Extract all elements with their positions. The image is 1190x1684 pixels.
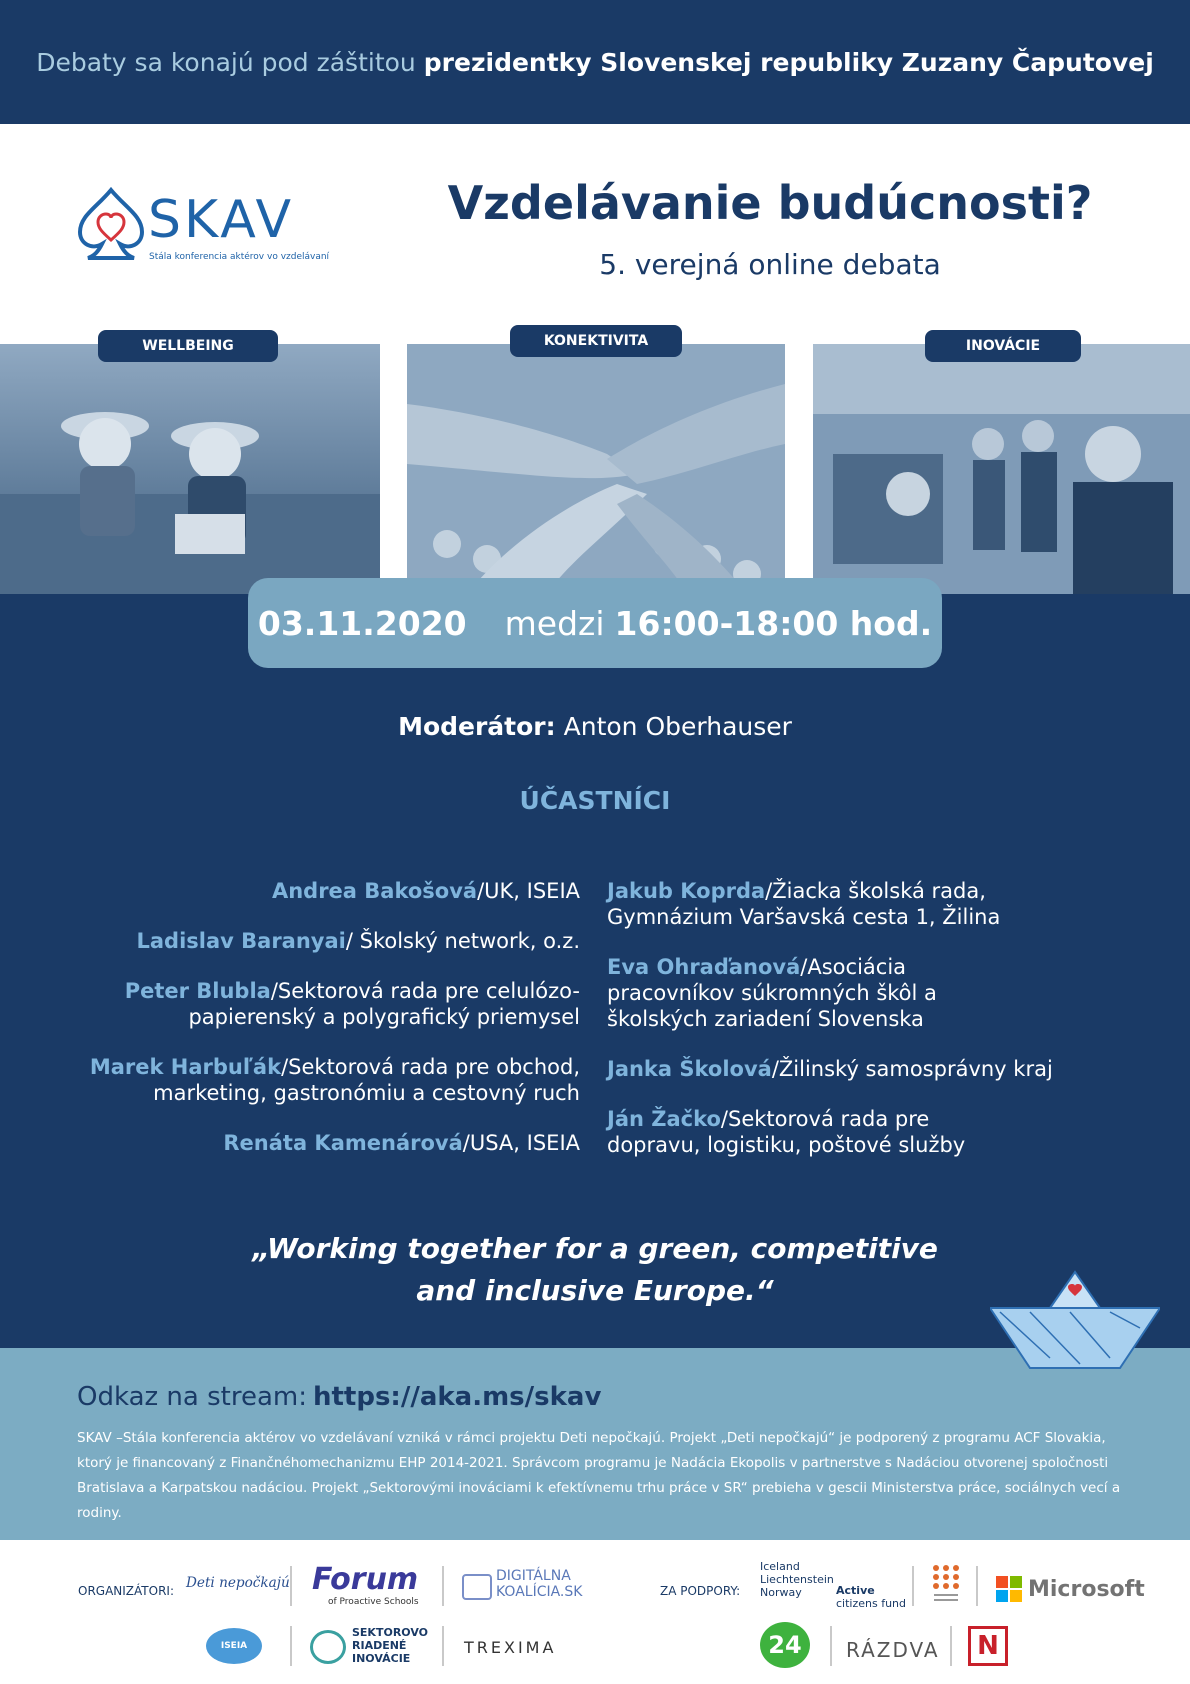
participants-right-column (607, 878, 1107, 1182)
tag-konektivita: KONEKTIVITA (510, 325, 682, 357)
logo-separator (950, 1626, 952, 1666)
moderator-name: Anton Oberhauser (563, 712, 792, 741)
razdva-logo: RÁZDVA (846, 1638, 940, 1662)
participant-entry: Peter Blubla/Sektorová rada pre celulózo-papierenský a polygrafický priemysel (124, 979, 580, 1029)
logo-separator (976, 1566, 978, 1606)
trexima-logo: TREXIMA (464, 1638, 557, 1657)
participant-entry: Marek Harbuľák/Sektorová rada pre obchod, marketing, gastronómiu a cestovný ruch (89, 1055, 580, 1105)
logo-separator (290, 1566, 292, 1606)
eea-grants-logo: Iceland Liechtenstein Norway (760, 1560, 834, 1599)
logo-separator (912, 1566, 914, 1606)
logo-separator (442, 1626, 444, 1666)
participant-entry: Ladislav Baranyai/ Školský network, o.z. (136, 929, 580, 953)
deti-nepockaju-logo: Deti nepočkajú (186, 1574, 290, 1591)
stream-link-line (77, 1382, 601, 1412)
participant-entry: Janka Školová/Žilinský samosprávny kraj (607, 1057, 1053, 1081)
logo-separator (442, 1566, 444, 1606)
logo-separator (290, 1626, 292, 1666)
spade-heart-icon (76, 186, 146, 260)
participant-entry: Ján Žačko/Sektorová rada pre dopravu, logistiku, poštové služby (607, 1107, 966, 1157)
active-citizens-fund-logo: Active citizens fund (836, 1584, 907, 1610)
skav-logo (76, 186, 330, 268)
digitalna-koalicia-logo: DIGITÁLNA KOALÍCIA.SK (462, 1568, 582, 1600)
iseia-logo: ISEIA (206, 1628, 262, 1664)
tv24-logo: 24 (760, 1622, 810, 1668)
participant-entry: Andrea Bakošová/UK, ISEIA (271, 879, 580, 903)
microsoft-windows-icon (996, 1576, 1022, 1602)
event-time-prefix: medzi (504, 603, 605, 643)
organizers-label: ORGANIZÁTORI: (78, 1584, 174, 1598)
eea-slogan: „Working together for a green, competitive and inclusive Europe.“ (252, 1232, 938, 1307)
patronage-bold: prezidentky Slovenskej republiky Zuzany Čaputovej (423, 47, 1154, 77)
patronage-banner (0, 0, 1190, 124)
participant-entry: Renáta Kamenárová/USA, ISEIA (223, 1131, 580, 1155)
circuit-icon (462, 1574, 492, 1600)
moderator-label: Moderátor: (398, 712, 556, 741)
event-datetime (248, 578, 942, 668)
paper-boat-icon (990, 1268, 1160, 1378)
photo-children-reading (0, 344, 380, 594)
participant-entry: Jakub Koprda/Žiacka školská rada, Gymnázium Varšavská cesta 1, Žilina (607, 879, 1001, 929)
patronage-prefix: Debaty sa konajú pod záštitou (36, 47, 416, 77)
page-subtitle: 5. verejná online debata (599, 248, 941, 281)
photo-stacked-hands (407, 344, 785, 594)
stream-url[interactable]: https://aka.ms/skav (312, 1382, 602, 1412)
skav-logo-text: SKAV (148, 190, 295, 250)
page-title: Vzdelávanie budúcnosti? (447, 176, 1093, 230)
stream-label: Odkaz na stream: (77, 1382, 307, 1412)
dennik-n-logo: N (968, 1626, 1008, 1666)
logo-separator (830, 1626, 832, 1666)
microsoft-logo: Microsoft (996, 1576, 1145, 1602)
event-date: 03.11.2020 (257, 603, 467, 643)
photo-students-lab (813, 344, 1190, 594)
event-time: 16:00-18:00 hod. (614, 603, 933, 643)
support-label: ZA PODPORY: (660, 1584, 741, 1598)
participants-left-column (60, 878, 580, 1180)
operacny-program-logo (930, 1562, 962, 1616)
tag-inovacie: INOVÁCIE (925, 330, 1081, 362)
skav-logo-tagline: Stála konferencia aktérov vo vzdelávaní (149, 252, 330, 262)
project-fineprint: SKAV –Stála konferencia aktérov vo vzdelávaní vzniká v rámci projektu Deti nepočkajú. Projekt „Deti nepočkajú“ je podporený z programu ACF Slovakia, ktorý je financovaný z Finančnéhomechanizmu EHP 2014-2021. Správcom programu je Nadácia Ekopolis v partnerstve s Nadáciou otvorenej spoločnosti Bratislava a Karpatskou nadáciou. Projekt „Sektorovými inováciami k efektívnemu trhu práce v SR“ prebieha v gescii Ministerstva práce, sociálnych vecí a rodiny. (77, 1430, 1121, 1521)
participant-entry: Eva Ohraďanová/Asociácia pracovníkov súkromných škôl a školských zariadení Slovenska (607, 955, 937, 1031)
participants-heading: ÚČASTNÍCI (519, 786, 671, 815)
forum-logo: Forum of Proactive Schools (312, 1562, 419, 1607)
sektorovo-riadene-inovacie-logo: SEKTOROVO RIADENÉ INOVÁCIE (310, 1626, 428, 1665)
sri-icon (310, 1630, 346, 1664)
tag-wellbeing: WELLBEING (98, 330, 278, 362)
moderator-line (0, 712, 1190, 741)
